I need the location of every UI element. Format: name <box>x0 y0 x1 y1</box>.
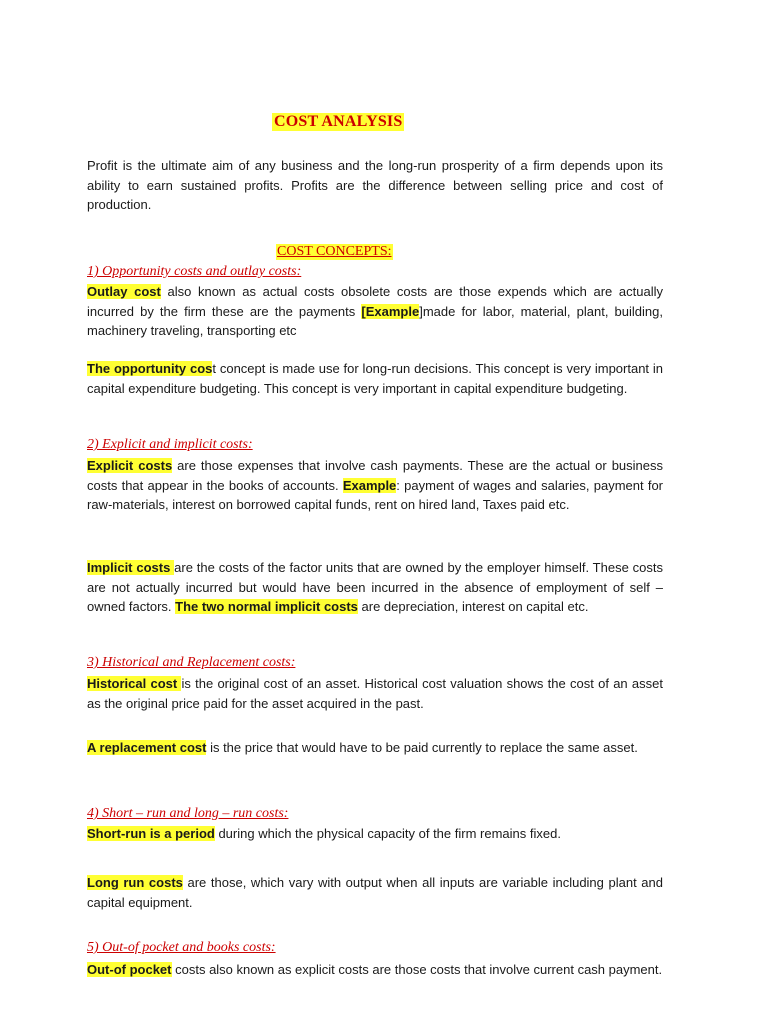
paragraph-explicit-costs <box>87 456 663 515</box>
paragraph-text: ]made for labor, material, plant, building, machinery traveling, transporting etc <box>87 303 663 338</box>
section-heading-out-of-pocket: 5) Out-of pocket and books costs: <box>87 940 276 955</box>
paragraph-text: is the price that would have to be paid currently to replace the same asset. <box>206 740 638 755</box>
highlight-term: The two normal implicit costs <box>175 599 358 614</box>
paragraph-text: are those, which vary with output when all inputs are variable including plant and capital equipment. <box>87 875 663 910</box>
highlight-term: Example <box>342 477 397 493</box>
highlight-term: Outlay cost <box>87 284 161 299</box>
paragraph-text: : payment of wages and salaries, payment for raw-materials, interest on borrowed capital funds, rent on hired land, Taxes paid etc. <box>87 477 664 512</box>
highlight-term: [Example <box>361 303 420 319</box>
section-heading-short-long-run: 4) Short – run and long – run costs: <box>87 806 289 821</box>
paragraph-historical-cost <box>87 674 663 713</box>
highlight-term: Long run costs <box>87 875 183 890</box>
section-heading-explicit-implicit: 2) Explicit and implicit costs: <box>87 437 253 452</box>
highlight-term: Short-run is a period <box>87 826 215 841</box>
paragraph-text: t concept is made use for long-run decisions. This concept is very important in capital expenditure budgeting. This concept is very important in capital expenditure budgeting. <box>87 361 663 396</box>
paragraph-text: also known as actual costs obsolete costs are those expends which are actually incurred by the firm these are the payments <box>87 284 664 319</box>
paragraph-replacement-cost <box>87 738 663 758</box>
paragraph-text: during which the physical capacity of the firm remains fixed. <box>214 826 561 841</box>
paragraph-text: are those expenses that involve cash payments. These are the actual or business costs that appear in the books of accounts. <box>87 458 664 493</box>
highlight-term: Historical cost <box>87 676 182 691</box>
highlight-term: A replacement cost <box>87 740 207 755</box>
cost-concepts-heading: COST CONCEPTS: <box>277 244 392 259</box>
paragraph-text: are the costs of the factor units that are owned by the employer himself. These costs are not actually incurred but would have been incurred in the absence of employment of self – owned factors. <box>87 560 663 614</box>
highlight-term: Explicit costs <box>87 458 173 473</box>
paragraph-long-run-costs <box>87 873 663 912</box>
paragraph-outlay-cost <box>87 282 663 341</box>
intro-paragraph: Profit is the ultimate aim of any business and the long-run prosperity of a firm depends upon its ability to earn sustained profits. Profits are the difference between selling price and cost of production. <box>87 158 663 212</box>
paragraph-out-of-pocket <box>87 960 663 980</box>
highlight-term: The opportunity cos <box>87 361 213 376</box>
paragraph-opportunity-cost <box>87 359 663 398</box>
paragraph-text: is the original cost of an asset. Historical cost valuation shows the cost of an asset as the original price paid for the asset acquired in the past. <box>87 676 663 711</box>
section-heading-opportunity-outlay: 1) Opportunity costs and outlay costs: <box>87 264 302 279</box>
paragraph-text: costs also known as explicit costs are those costs that involve current cash payment. <box>171 962 663 977</box>
section-heading-historical-replacement: 3) Historical and Replacement costs: <box>87 655 296 670</box>
paragraph-implicit-costs <box>87 558 663 617</box>
highlight-term: Out-of pocket <box>87 962 172 977</box>
page-title: COST ANALYSIS <box>274 113 403 130</box>
paragraph-short-run <box>87 824 663 844</box>
paragraph-text: are depreciation, interest on capital etc. <box>357 599 589 614</box>
highlight-term: Implicit costs <box>87 560 175 575</box>
